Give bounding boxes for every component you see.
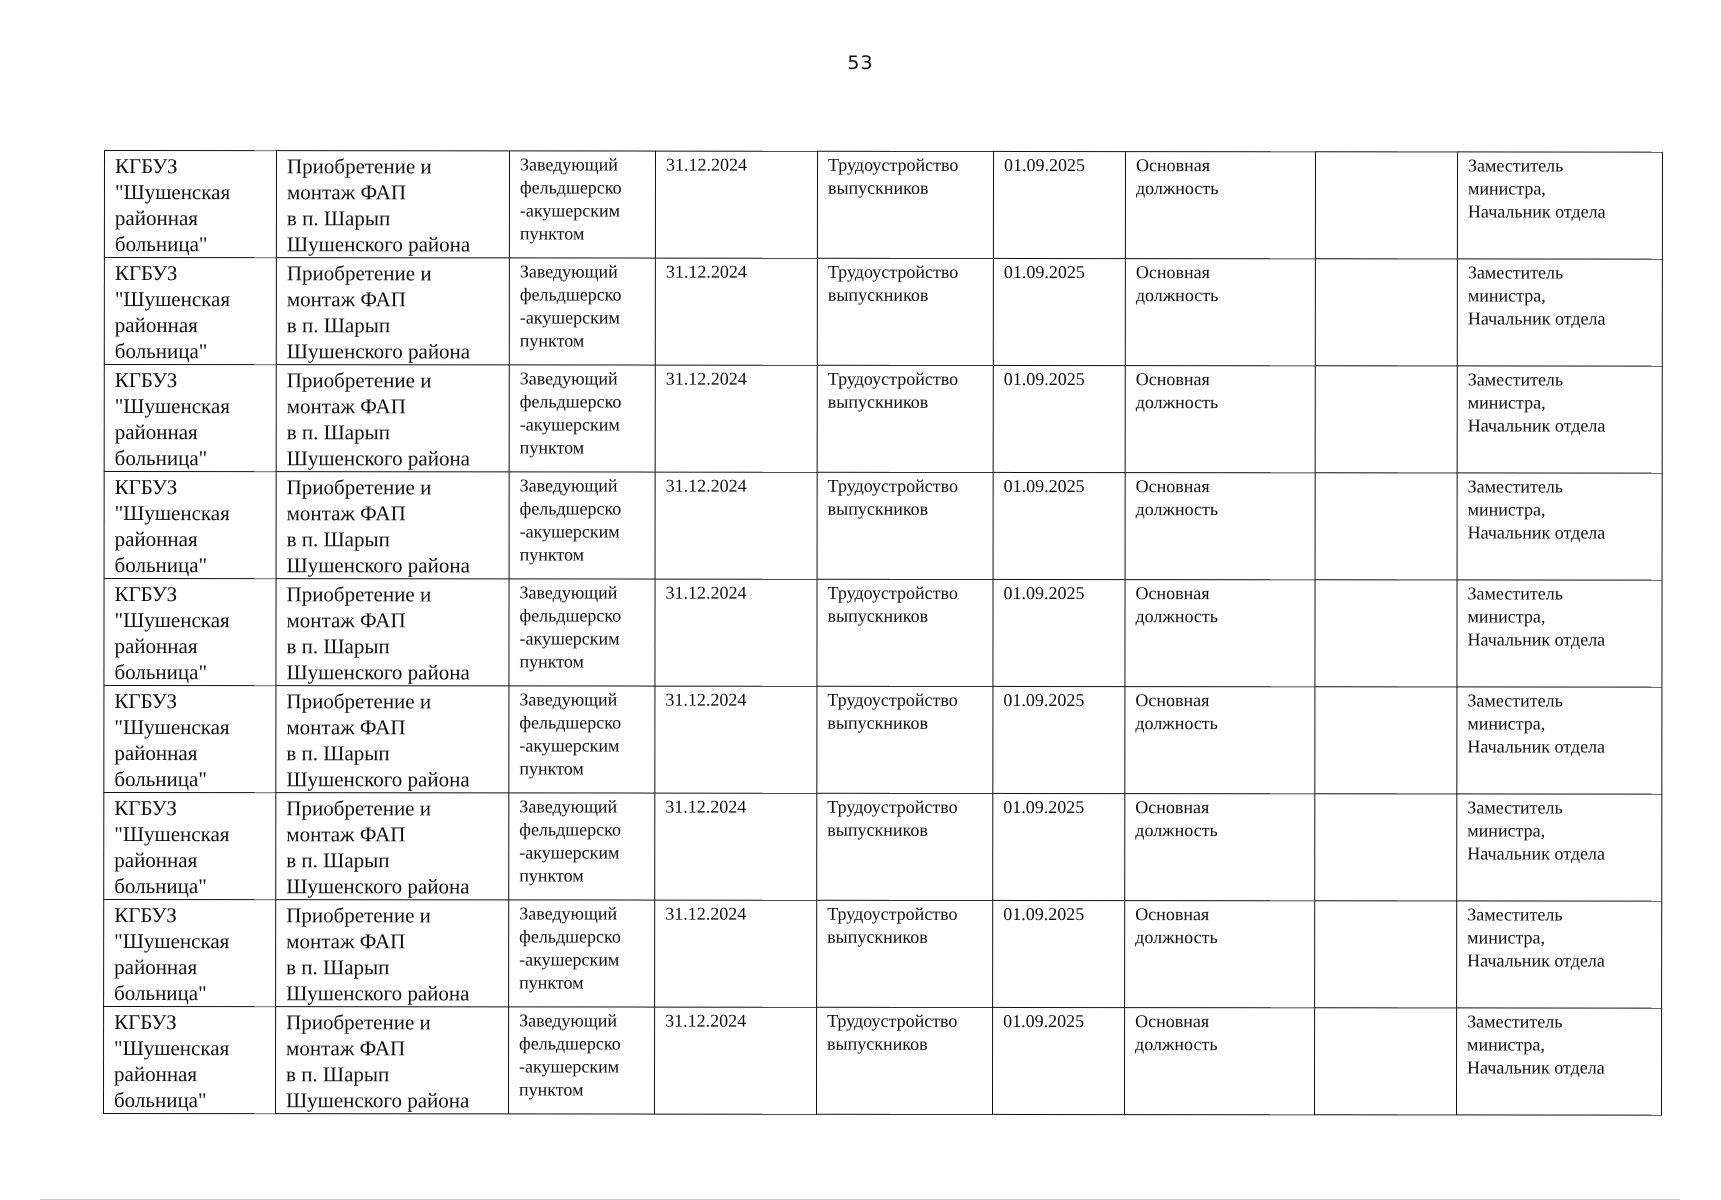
cell-responsible [1457, 152, 1662, 259]
cell-responsible-text: Заместитель министра, Начальник отдела [1467, 262, 1606, 329]
cell-responsible [1457, 794, 1662, 901]
cell-measure [817, 900, 993, 1007]
cell-organization-text: КГБУЗ "Шушенская районная больница" [114, 796, 230, 899]
cell-date2-text: 01.09.2025 [1003, 689, 1085, 711]
cell-organization-text: КГБУЗ "Шушенская районная больница" [114, 154, 231, 257]
cell-responsible-text: Заместитель министра, Начальник отдела [1467, 155, 1606, 222]
cell-event [276, 472, 509, 579]
cell-position-text: Заведующий фельдшерско -акушерским пунктом [519, 1010, 621, 1100]
cell-event-text: Приобретение и монтаж ФАП в п. Шарып Шушенского района [286, 903, 470, 1006]
cell-date2 [993, 900, 1125, 1007]
page-number: 53 [847, 52, 874, 74]
table-row [104, 579, 1662, 688]
cell-date2 [993, 686, 1125, 793]
cell-measure-text: Трудоустройство выпускников [827, 582, 958, 626]
cell-organization [104, 793, 276, 900]
cell-date2 [993, 365, 1125, 472]
cell-event-text: Приобретение и монтаж ФАП в п. Шарып Шушенского района [286, 582, 470, 685]
table-body [103, 151, 1662, 1116]
cell-date2-text: 01.09.2025 [1003, 582, 1085, 604]
cell-organization-text: КГБУЗ "Шушенская районная больница" [114, 368, 230, 471]
cell-date2 [993, 151, 1125, 258]
cell-date2 [992, 1007, 1124, 1114]
cell-organization-text: КГБУЗ "Шушенская районная больница" [114, 582, 230, 685]
cell-position [508, 1007, 654, 1114]
cell-job-type-text: Основная должность [1135, 476, 1219, 520]
cell-measure-text: Трудоустройство выпускников [827, 261, 959, 305]
cell-measure [817, 365, 993, 472]
cell-date2 [993, 579, 1125, 686]
cell-date2-text: 01.09.2025 [1003, 475, 1085, 497]
table-row [104, 793, 1662, 902]
cell-job-type-text: Основная должность [1135, 1011, 1218, 1055]
data-table [103, 150, 1663, 1116]
cell-organization [104, 472, 276, 579]
cell-job-type-text: Основная должность [1135, 583, 1219, 627]
cell-position-text: Заведующий фельдшерско -акушерским пунктом [519, 261, 622, 351]
cell-date2-text: 01.09.2025 [1003, 796, 1085, 818]
cell-responsible-text: Заместитель министра, Начальник отдела [1467, 690, 1606, 757]
cell-event [276, 900, 509, 1007]
cell-note [1315, 473, 1457, 580]
cell-measure-text: Трудоустройство выпускников [827, 475, 959, 519]
cell-organization [104, 579, 276, 686]
cell-note [1315, 152, 1457, 259]
cell-position [509, 900, 655, 1007]
cell-measure [817, 793, 993, 900]
cell-date2-text: 01.09.2025 [1003, 903, 1085, 925]
cell-date-text: 31.12.2024 [665, 903, 747, 924]
cell-responsible [1457, 901, 1662, 1008]
cell-responsible-text: Заместитель министра, Начальник отдела [1467, 797, 1605, 864]
cell-organization-text: КГБУЗ "Шушенская районная больница" [114, 261, 231, 364]
cell-measure [816, 1007, 992, 1114]
cell-date [655, 686, 817, 793]
table-row [104, 258, 1662, 367]
cell-position-text: Заведующий фельдшерско -акушерским пунктом [519, 796, 621, 886]
cell-measure [817, 686, 993, 793]
cell-position [509, 579, 655, 686]
cell-job-type-text: Основная должность [1135, 904, 1218, 948]
cell-date2 [993, 258, 1125, 365]
cell-position [509, 151, 655, 258]
cell-date2-text: 01.09.2025 [1003, 261, 1085, 283]
cell-event [276, 686, 509, 793]
cell-event [276, 793, 509, 900]
cell-date2-text: 01.09.2025 [1003, 1010, 1085, 1032]
cell-position-text: Заведующий фельдшерско -акушерским пунктом [519, 903, 621, 993]
cell-position [509, 472, 655, 579]
cell-job-type [1125, 901, 1315, 1008]
cell-date [654, 1007, 816, 1114]
cell-measure [817, 151, 993, 258]
cell-organization-text: КГБУЗ "Шушенская районная больница" [114, 475, 230, 578]
cell-responsible [1457, 473, 1662, 580]
cell-position [509, 258, 655, 365]
cell-event-text: Приобретение и монтаж ФАП в п. Шарып Шушенского района [286, 368, 471, 471]
cell-date [655, 900, 817, 1007]
cell-date [655, 365, 817, 472]
cell-responsible [1457, 366, 1662, 473]
cell-responsible-text: Заместитель министра, Начальник отдела [1467, 369, 1606, 436]
cell-position-text: Заведующий фельдшерско -акушерским пунктом [519, 368, 622, 458]
cell-measure-text: Трудоустройство выпускников [827, 1010, 958, 1054]
cell-measure-text: Трудоустройство выпускников [827, 689, 958, 733]
cell-measure-text: Трудоустройство выпускников [827, 796, 958, 840]
cell-event-text: Приобретение и монтаж ФАП в п. Шарып Шушенского района [286, 689, 470, 792]
cell-position-text: Заведующий фельдшерско -акушерским пунктом [519, 689, 622, 779]
cell-job-type-text: Основная должность [1135, 262, 1219, 306]
cell-date-text: 31.12.2024 [665, 1010, 747, 1031]
cell-job-type [1124, 1008, 1314, 1115]
cell-date-text: 31.12.2024 [665, 368, 747, 389]
cell-organization [104, 151, 276, 258]
cell-job-type-text: Основная должность [1135, 690, 1218, 734]
cell-position-text: Заведующий фельдшерско -акушерским пунктом [519, 582, 622, 672]
cell-responsible-text: Заместитель министра, Начальник отдела [1467, 904, 1605, 971]
cell-job-type-text: Основная должность [1135, 369, 1219, 413]
cell-organization-text: КГБУЗ "Шушенская районная больница" [113, 1010, 230, 1113]
cell-organization [104, 258, 276, 365]
table-row [104, 472, 1662, 581]
cell-date-text: 31.12.2024 [665, 582, 747, 603]
cell-position [509, 365, 655, 472]
cell-date [655, 793, 817, 900]
cell-event [276, 365, 509, 472]
table-row [103, 1007, 1661, 1116]
cell-date [655, 258, 817, 365]
cell-event-text: Приобретение и монтаж ФАП в п. Шарып Шушенского района [285, 1010, 470, 1113]
cell-measure-text: Трудоустройство выпускников [827, 154, 959, 198]
cell-job-type [1125, 366, 1315, 473]
cell-event [276, 151, 509, 258]
cell-date-text: 31.12.2024 [665, 475, 747, 496]
cell-note [1315, 259, 1457, 366]
cell-responsible-text: Заместитель министра, Начальник отдела [1467, 583, 1606, 650]
cell-job-type [1125, 794, 1315, 901]
cell-measure [817, 472, 993, 579]
cell-date [655, 472, 817, 579]
cell-measure-text: Трудоустройство выпускников [827, 368, 959, 412]
cell-responsible-text: Заместитель министра, Начальник отдела [1467, 1011, 1605, 1078]
cell-measure [817, 579, 993, 686]
cell-date2-text: 01.09.2025 [1003, 154, 1085, 176]
cell-date [655, 151, 817, 258]
cell-date2-text: 01.09.2025 [1003, 368, 1085, 390]
cell-date2 [993, 472, 1125, 579]
cell-measure [817, 258, 993, 365]
cell-measure-text: Трудоустройство выпускников [827, 903, 958, 947]
cell-job-type [1125, 580, 1315, 687]
cell-organization-text: КГБУЗ "Шушенская районная больница" [114, 903, 230, 1006]
cell-position-text: Заведующий фельдшерско -акушерским пунктом [519, 154, 622, 244]
cell-date-text: 31.12.2024 [665, 261, 747, 282]
cell-date-text: 31.12.2024 [665, 689, 747, 710]
cell-organization [104, 900, 276, 1007]
cell-event-text: Приобретение и монтаж ФАП в п. Шарып Шушенского района [286, 475, 470, 578]
cell-date-text: 31.12.2024 [665, 796, 747, 817]
cell-responsible [1457, 259, 1662, 366]
cell-date2 [993, 793, 1125, 900]
table-row [104, 365, 1662, 474]
cell-job-type-text: Основная должность [1135, 797, 1218, 841]
cell-organization [104, 686, 276, 793]
cell-job-type [1125, 687, 1315, 794]
cell-note [1315, 580, 1457, 687]
cell-date [655, 579, 817, 686]
cell-position [509, 793, 655, 900]
cell-job-type [1125, 473, 1315, 580]
cell-note [1315, 794, 1457, 901]
cell-event [276, 579, 509, 686]
table-row [104, 151, 1662, 260]
cell-responsible-text: Заместитель министра, Начальник отдела [1467, 476, 1606, 543]
table-row [104, 900, 1662, 1009]
table-container [103, 150, 1662, 1116]
cell-responsible [1456, 1008, 1661, 1115]
cell-job-type [1125, 259, 1315, 366]
cell-responsible [1457, 687, 1662, 794]
cell-event-text: Приобретение и монтаж ФАП в п. Шарып Шушенского района [286, 796, 470, 899]
cell-event-text: Приобретение и монтаж ФАП в п. Шарып Шушенского района [286, 154, 471, 257]
cell-organization [104, 365, 276, 472]
cell-organization [103, 1007, 275, 1114]
cell-job-type-text: Основная должность [1135, 155, 1219, 199]
table-row [104, 686, 1662, 795]
cell-responsible [1457, 580, 1662, 687]
cell-event-text: Приобретение и монтаж ФАП в п. Шарып Шушенского района [286, 261, 471, 364]
cell-note [1315, 687, 1457, 794]
cell-position [509, 686, 655, 793]
cell-note [1314, 1008, 1456, 1115]
cell-job-type [1125, 152, 1315, 259]
cell-event [275, 1007, 508, 1114]
cell-event [276, 258, 509, 365]
cell-position-text: Заведующий фельдшерско -акушерским пунктом [519, 475, 622, 565]
cell-note [1315, 901, 1457, 1008]
cell-note [1315, 366, 1457, 473]
cell-organization-text: КГБУЗ "Шушенская районная больница" [114, 689, 230, 792]
cell-date-text: 31.12.2024 [665, 154, 747, 175]
